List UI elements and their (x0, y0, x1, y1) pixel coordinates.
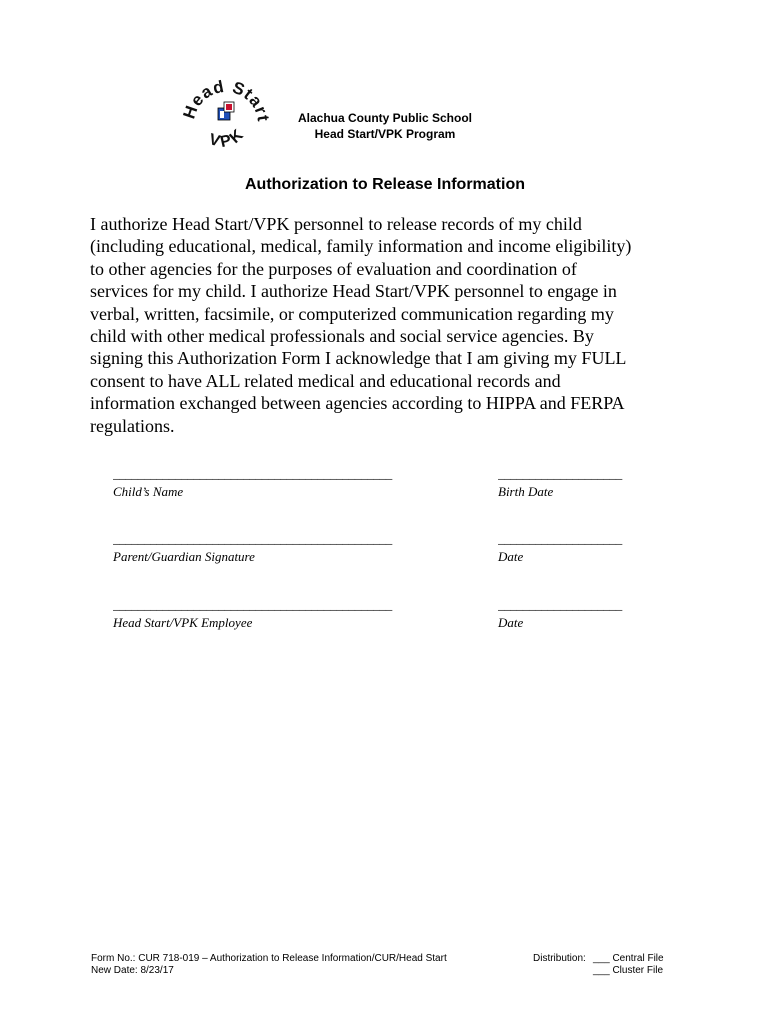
employee-signature-field[interactable] (113, 597, 433, 631)
school-header (270, 110, 500, 142)
body-line: I authorize Head Start/VPK personnel to release records of my child (90, 214, 582, 234)
body-line: to other agencies for the purposes of evaluation and coordination of (90, 258, 577, 279)
svg-text:VPK (207, 125, 249, 151)
signature-line: _____________________________________________ (113, 466, 393, 481)
parent-date-field[interactable] (498, 531, 638, 565)
birth-date-label: Birth Date (498, 484, 554, 499)
distribution-block (533, 953, 664, 977)
distribution-cluster-file: ___ Cluster File (593, 965, 664, 976)
signature-line: ____________________ (498, 597, 623, 612)
logo-graphic (180, 72, 280, 162)
signature-line: _____________________________________________ (113, 597, 393, 612)
childs-name-field[interactable] (113, 466, 433, 500)
employee-date-label: Date (498, 615, 524, 630)
body-line: information exchanged between agencies according to HIPPA and FERPA (90, 393, 625, 414)
logo-top-text: Head Start (180, 76, 273, 124)
body-line: consent to have ALL related medical and educational records and (90, 370, 561, 391)
employee-signature-label: Head Start/VPK Employee (113, 615, 253, 630)
program-name: Head Start/VPK Program (314, 127, 456, 141)
body-line: services for my child. I authorize Head Start/VPK personnel to engage in (90, 281, 617, 302)
document-title: Authorization to Release Information (244, 176, 525, 193)
body-line: signing this Authorization Form I acknowledge that I am giving my FULL (90, 348, 627, 369)
body-line: child with other medical professionals and social service agencies. By (90, 326, 594, 347)
parent-date-label: Date (498, 549, 524, 564)
birth-date-field[interactable] (498, 466, 638, 500)
logo-bottom-text: VPK (207, 124, 249, 152)
signature-line: _____________________________________________ (113, 531, 393, 546)
parent-signature-field[interactable] (113, 531, 433, 565)
school-name: Alachua County Public School (297, 111, 473, 125)
form-number: Form No.: CUR 718-019 – Authorization to Release Information/CUR/Head Start (91, 953, 447, 964)
signature-line: ____________________ (498, 466, 623, 481)
form-footer (91, 953, 447, 977)
new-date: New Date: 8/23/17 (91, 965, 174, 976)
parent-signature-label: Parent/Guardian Signature (113, 549, 255, 564)
authorization-body (90, 213, 690, 437)
distribution-central-file: ___ Central File (593, 953, 664, 964)
body-line: (including educational, medical, family information and income eligibility) (90, 236, 632, 257)
employee-date-field[interactable] (498, 597, 638, 631)
head-start-vpk-logo (180, 72, 280, 162)
distribution-label: Distribution: (533, 953, 586, 964)
signature-line: ____________________ (498, 531, 623, 546)
childs-name-label: Child’s Name (113, 484, 184, 499)
body-line: verbal, written, facsimile, or computerized communication regarding my (90, 303, 614, 324)
body-line: regulations. (90, 415, 175, 436)
building-block-icon (218, 102, 234, 120)
